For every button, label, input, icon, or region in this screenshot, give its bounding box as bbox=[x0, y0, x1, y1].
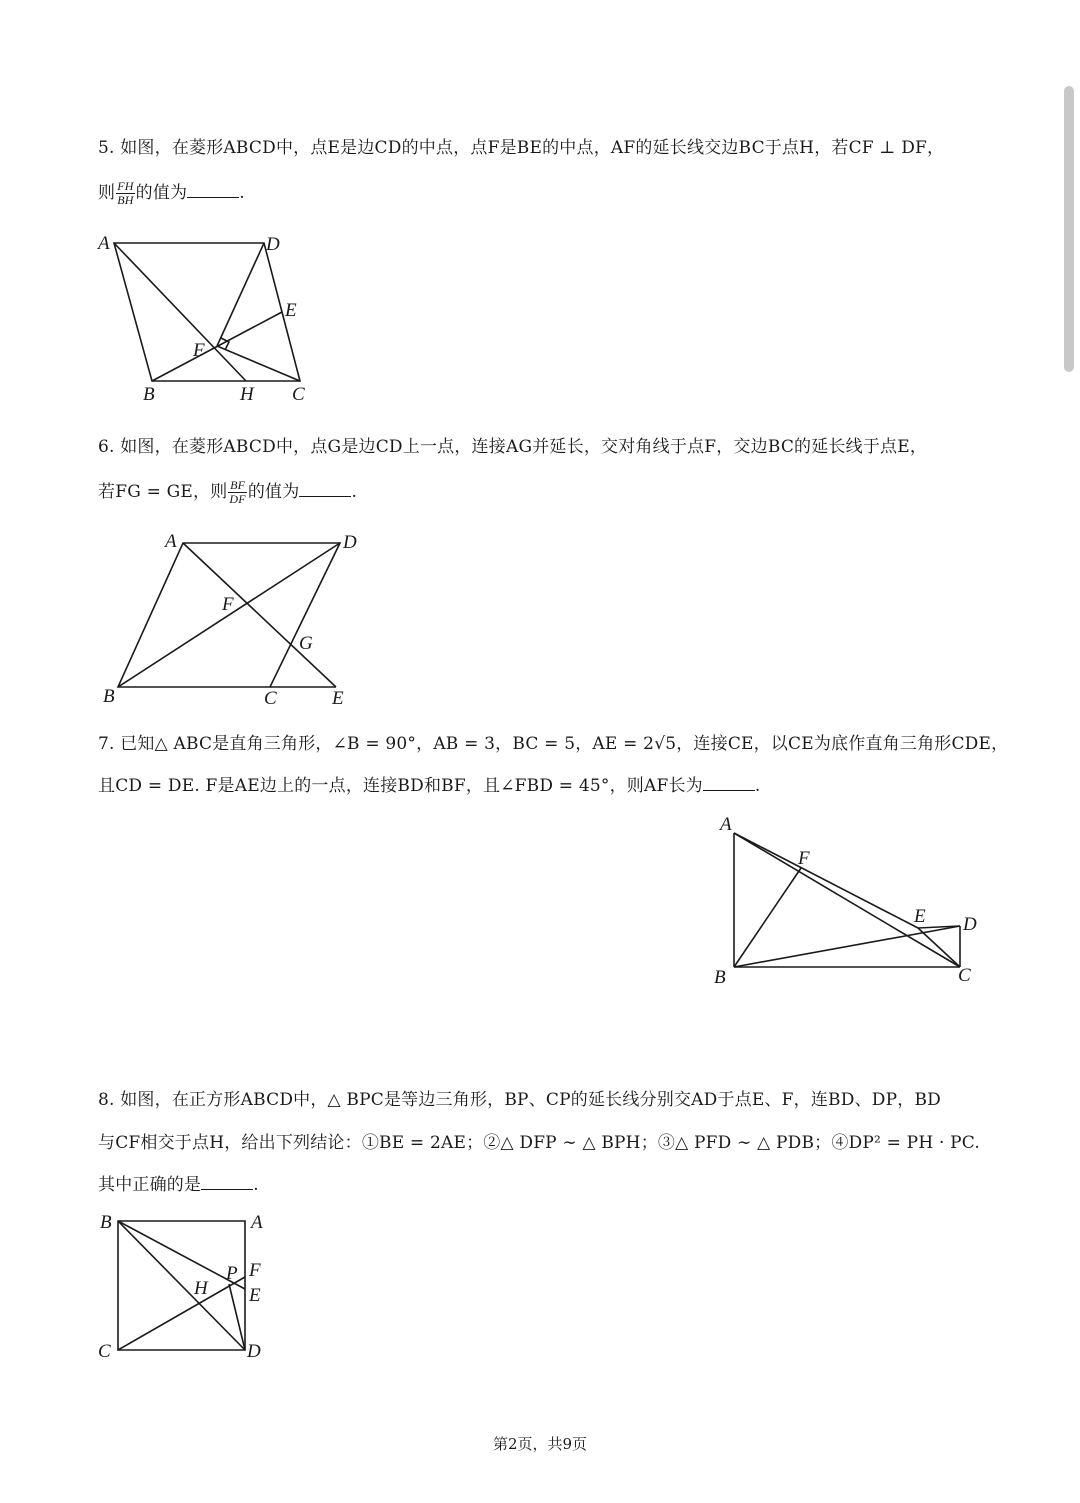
q8-line2: 与CF相交于点H，给出下列结论：①BE = 2AE；②△ DFP ∼ △ BPH；③△ PFD ∼ △ PDB；④DP² = PH · PC. bbox=[98, 1133, 980, 1153]
q7-label-a: A bbox=[720, 814, 732, 835]
q6-label-b: B bbox=[103, 686, 115, 707]
q6-label-f: F bbox=[222, 594, 234, 615]
page-footer: 第2页，共9页 bbox=[492, 1435, 588, 1453]
q8-line3-text: 其中正确的是 bbox=[98, 1175, 202, 1195]
q7-label-e: E bbox=[914, 906, 926, 927]
q6-frac-num: BF bbox=[230, 478, 246, 492]
q6-frac-den: DF bbox=[229, 492, 246, 506]
q8-label-a: A bbox=[251, 1212, 263, 1233]
q7-label-c: C bbox=[958, 965, 971, 986]
q8-label-c: C bbox=[98, 1341, 111, 1362]
q5-label-d: D bbox=[266, 234, 280, 255]
q6-label-c: C bbox=[264, 688, 277, 709]
q8-label-d: D bbox=[247, 1341, 261, 1362]
q6-line2-prefix: 若FG = GE，则 bbox=[98, 482, 228, 502]
q7-label-d: D bbox=[963, 914, 977, 935]
q7-label-f: F bbox=[798, 848, 810, 869]
q5-label-e: E bbox=[285, 300, 297, 321]
q7-line2-text: 且CD = DE. F是AE边上的一点，连接BD和BF，且∠FBD = 45°，则AF长为 bbox=[98, 776, 703, 796]
q5-line2-suffix: 的值为 bbox=[135, 183, 188, 203]
q8-line-cf bbox=[118, 1277, 245, 1350]
q7-label-b: B bbox=[714, 967, 726, 988]
q6-label-g: G bbox=[299, 633, 313, 654]
q5-frac-num: FH bbox=[117, 179, 134, 193]
q7-period: . bbox=[754, 776, 761, 796]
q6-label-e: E bbox=[332, 688, 344, 709]
q5-line2-prefix: 则 bbox=[98, 183, 116, 203]
q5-label-b: B bbox=[143, 384, 155, 405]
q8-label-h: H bbox=[194, 1278, 208, 1299]
q5-period: . bbox=[239, 183, 245, 203]
q6-line1: 6. 如图，在菱形ABCD中，点G是边CD上一点，连接AG并延长，交对角线于点F，交边BC的延长线于点E， bbox=[98, 437, 928, 457]
q5-label-h: H bbox=[240, 384, 254, 405]
q8-label-p: P bbox=[226, 1263, 238, 1284]
q8-line-dp bbox=[229, 1284, 245, 1350]
q6-period: . bbox=[351, 482, 358, 502]
q8-label-e: E bbox=[249, 1285, 261, 1306]
q8-label-f: F bbox=[249, 1260, 261, 1281]
q7-line1: 7. 已知△ ABC是直角三角形，∠B = 90°，AB = 3，BC = 5，AE = 2√5，连接CE，以CE为底作直角三角形CDE， bbox=[98, 734, 1009, 754]
q6-label-a: A bbox=[165, 531, 177, 552]
q5-label-f: F bbox=[193, 340, 205, 361]
q6-label-d: D bbox=[343, 532, 357, 553]
q6-line2-suffix: 的值为 bbox=[247, 482, 300, 502]
q8-line1: 8. 如图，在正方形ABCD中，△ BPC是等边三角形，BP、CP的延长线分别交AD于点E、F，连BD、DP，BD bbox=[98, 1090, 941, 1110]
q5-label-a: A bbox=[98, 233, 110, 254]
q5-frac-den: BH bbox=[117, 193, 134, 207]
q8-period: . bbox=[253, 1175, 259, 1195]
q8-diagonal-bd bbox=[118, 1221, 245, 1350]
scrollbar-thumb[interactable] bbox=[1064, 86, 1074, 372]
q5-label-c: C bbox=[292, 384, 305, 405]
q8-label-b: B bbox=[100, 1212, 112, 1233]
q5-line1: 5. 如图，在菱形ABCD中，点E是边CD的中点，点F是BE的中点，AF的延长线交边BC于点H，若CF ⊥ DF， bbox=[98, 138, 945, 158]
